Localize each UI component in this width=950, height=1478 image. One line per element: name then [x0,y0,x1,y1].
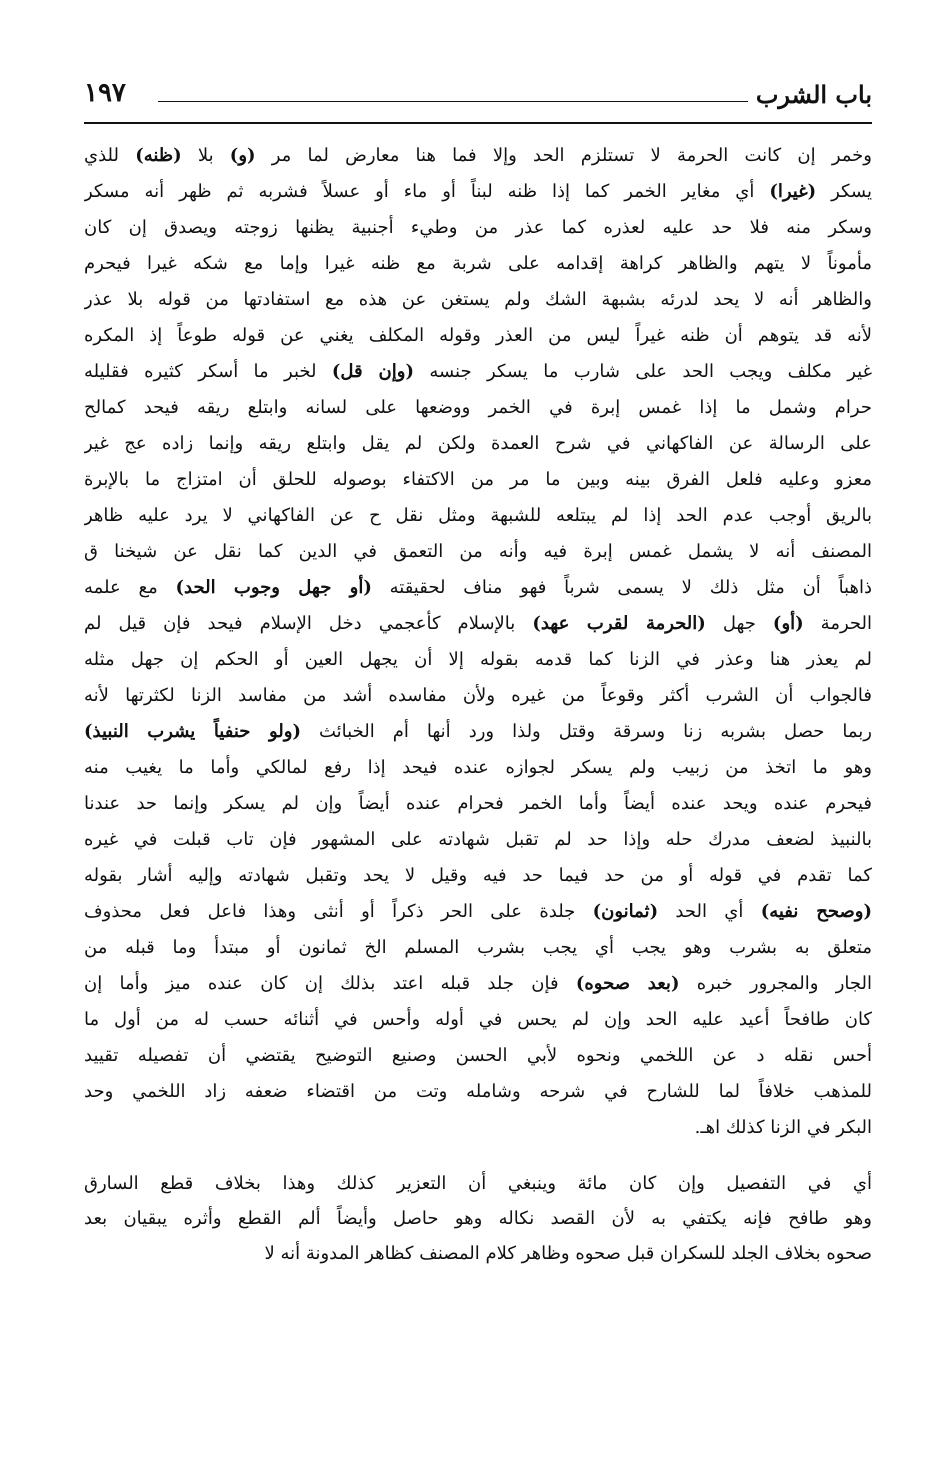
quoted-matn-text: (بعد صحوه) [575,973,680,994]
commentary-segment: الجار والمجرور خبره [679,973,872,994]
running-header [84,70,872,124]
commentary-segment: غير مكلف ويجب الحد على شارب ما يسكر جنسه [413,361,872,382]
commentary-segment: فيحرم عنده ويحد عنده أيضاً وأما الخمر فحرام عنده أيضاً وإن لم يسكر وإنما حد عندنا [84,793,872,814]
quoted-matn-text: (الحرمة لقرب عهد) [532,613,706,634]
text-line [84,894,872,930]
text-line [84,786,872,822]
commentary-segment: وهو طافح فإنه يكتفي به لأن القصد نكاله وهو حاصل وأيضاً ألم القطع وأثره يبقيان بعد [84,1208,872,1229]
commentary-segment: بالإسلام كأعجمي دخل الإسلام فيحد فإن قيل لم [84,613,533,634]
text-line [84,858,872,894]
text-line [84,642,872,678]
commentary-segment: مأموناً لا يتهم والظاهر كراهة إقدامه على شربة مع ظنه غيرا وإما مع شكه غيرا فيحرم [84,253,872,274]
commentary-segment: وسكر منه فلا حد عليه لعذره كما عذر من وطيء أجنبية يظنها زوجته ويصدق إن كان [84,217,872,238]
text-line [84,714,872,750]
quoted-matn-text: (وصحح نفيه) [760,901,872,922]
text-line [84,750,872,786]
commentary-segment: يسكر [816,181,872,202]
text-line [84,1236,872,1271]
commentary-segment: للذي [84,145,136,166]
commentary-segment: مع علمه [84,577,176,598]
text-line [84,174,872,210]
commentary-segment: فإن جلد قبله اعتد بذلك إن كان عنده ميز وأما إن [84,973,576,994]
text-line [84,498,872,534]
commentary-segment: متعلق به بشرب وهو يجب أي يجب بشرب المسلم الخ ثمانون أو مبتدأ وما قبله من [84,937,872,958]
text-line [84,1166,872,1201]
commentary-segment: وهو ما اتخذ من زبيب ولم يسكر لجوازه عنده فيحد إذا رفع لمالكي وأما ما يغيب منه [84,757,872,778]
commentary-segment: بلا [181,145,230,166]
quoted-matn-text: (ظنه) [135,145,182,166]
quoted-matn-text: (و) [229,145,256,166]
commentary-segment: معزو وعليه فلعل الفرق بينه وبين ما مر من الاكتفاء بوصوله للحلق أن امتزاج ما بالإبرة [84,469,872,490]
text-line [84,282,872,318]
commentary-segment: فالجواب أن الشرب أكثر وقوعاً من غيره ولأن مفاسده أشد من مفاسد الزنا لكثرتها لأنه [84,685,872,706]
commentary-segment: والظاهر أنه لا يحد لدرئه بشبهة الشك ولم يستغن عن هذه مع استفادتها من قوله بلا عذر [84,289,872,310]
header-rule [158,101,748,102]
text-line [84,966,872,1002]
commentary-segment: لخبر ما أسكر كثيره فقليله [84,361,332,382]
page-number: ١٩٧ [84,78,126,108]
text-line [84,138,872,174]
text-line [84,462,872,498]
text-line [84,570,872,606]
text-line [84,1201,872,1236]
commentary-segment: أحس نقله د عن اللخمي ونحوه لأبي الحسن وصنيع التوضيح يقتضي أن تفصيله تقييد [84,1045,872,1066]
commentary-segment: أي مغاير الخمر كما إذا ظنه لبناً أو ماء أو عسلاً فشربه ثم ظهر أنه مسكر [84,181,770,202]
text-line [84,678,872,714]
text-line [84,606,872,642]
quoted-matn-text: (ثمانون) [592,901,659,922]
commentary-text [84,138,872,1146]
commentary-segment: بالنبيذ لضعف مدرك حله وإذا حد لم تقبل شهادته على المشهور فإن تاب قبلت في غيره [84,829,872,850]
text-line [84,930,872,966]
text-line [84,1074,872,1110]
commentary-segment: ربما حصل بشربه زنا وسرقة وقتل ولذا ورد أنها أم الخبائث [300,721,872,742]
quoted-matn-text: (ولو حنفياً يشرب النبيذ) [84,721,301,742]
commentary-segment: حرام وشمل ما إذا غمس إبرة في الخمر ووضعها على لسانه وابتلع ريقه فيحد كمالح [84,397,872,418]
quoted-matn-text: (غيرا) [769,181,817,202]
commentary-segment: للمذهب خلافاً لما للشارح في شرحه وشامله وتت من اقتضاء ضعفه زاد اللخمي وحد [84,1081,872,1102]
text-line [84,246,872,282]
commentary-segment: جلدة على الحر ذكراً أو أنثى وهذا فاعل فعل محذوف [84,901,593,922]
section-gap [84,1146,872,1166]
commentary-segment: بالريق أوجب عدم الحد إذا لم يبتلعه للشبهة ومثل نقل ح عن الفاكهاني لا يرد عليه ظاهر [84,505,872,526]
commentary-segment: ذاهباً أن مثل ذلك لا يسمى شرباً فهو مناف لحقيقته [371,577,872,598]
commentary-segment: أي في التفصيل وإن كان مائة وينبغي أن التعزير كذلك وهذا بخلاف قطع السارق [84,1173,872,1194]
text-line [84,534,872,570]
text-line [84,210,872,246]
commentary-segment: لأنه قد يتوهم أن ظنه غيراً ليس من العذر وقوله المكلف يغني عن قوله طوعاً إذ المكره [84,325,872,346]
text-line [84,1110,872,1146]
quoted-matn-text: (أو جهل وجوب الحد) [175,577,372,598]
text-line [84,822,872,858]
commentary-segment: على الرسالة عن الفاكهاني في شرح العمدة ولكن لم يقل وابتلع ريقه وإنما زاده عج غير [84,433,872,454]
commentary-segment: كان طافحاً أعيد عليه الحد وإن لم يحس في أوله وأحس في أثنائه حسب له من أول ما [84,1009,872,1030]
commentary-segment: لم يعذر هنا وعذر في الزنا كما قدمه بقوله إلا أن يجهل العين أو الحكم إن جهل مثله [84,649,872,670]
text-line [84,354,872,390]
marginal-note [84,1166,872,1271]
commentary-segment: البكر في الزنا كذلك اهـ. [694,1117,872,1138]
commentary-segment: كما تقدم في قوله أو من حد فيما حد فيه وقيل لا يحد وتقبل شهادته وإليه أشار بقوله [84,865,872,886]
commentary-segment: أي الحد [658,901,761,922]
commentary-segment: جهل [705,613,773,634]
text-line [84,1038,872,1074]
commentary-segment: الحرمة [803,613,872,634]
chapter-title: باب الشرب [755,80,872,109]
text-line [84,1002,872,1038]
commentary-segment: وخمر إن كانت الحرمة لا تستلزم الحد وإلا فما هنا معارض لما مر [255,145,872,166]
text-line [84,426,872,462]
book-page [84,70,872,1390]
commentary-segment: صحوه بخلاف الجلد للسكران قبل صحوه وظاهر كلام المصنف كظاهر المدونة أنه لا [264,1243,872,1264]
text-line [84,318,872,354]
quoted-matn-text: (وإن قل) [331,361,414,382]
quoted-matn-text: (أو) [772,613,804,634]
text-line [84,390,872,426]
commentary-segment: المصنف أنه لا يشمل غمس إبرة فيه وأنه من التعمق في الدين كما نقل عن شيخنا ق [84,541,872,562]
